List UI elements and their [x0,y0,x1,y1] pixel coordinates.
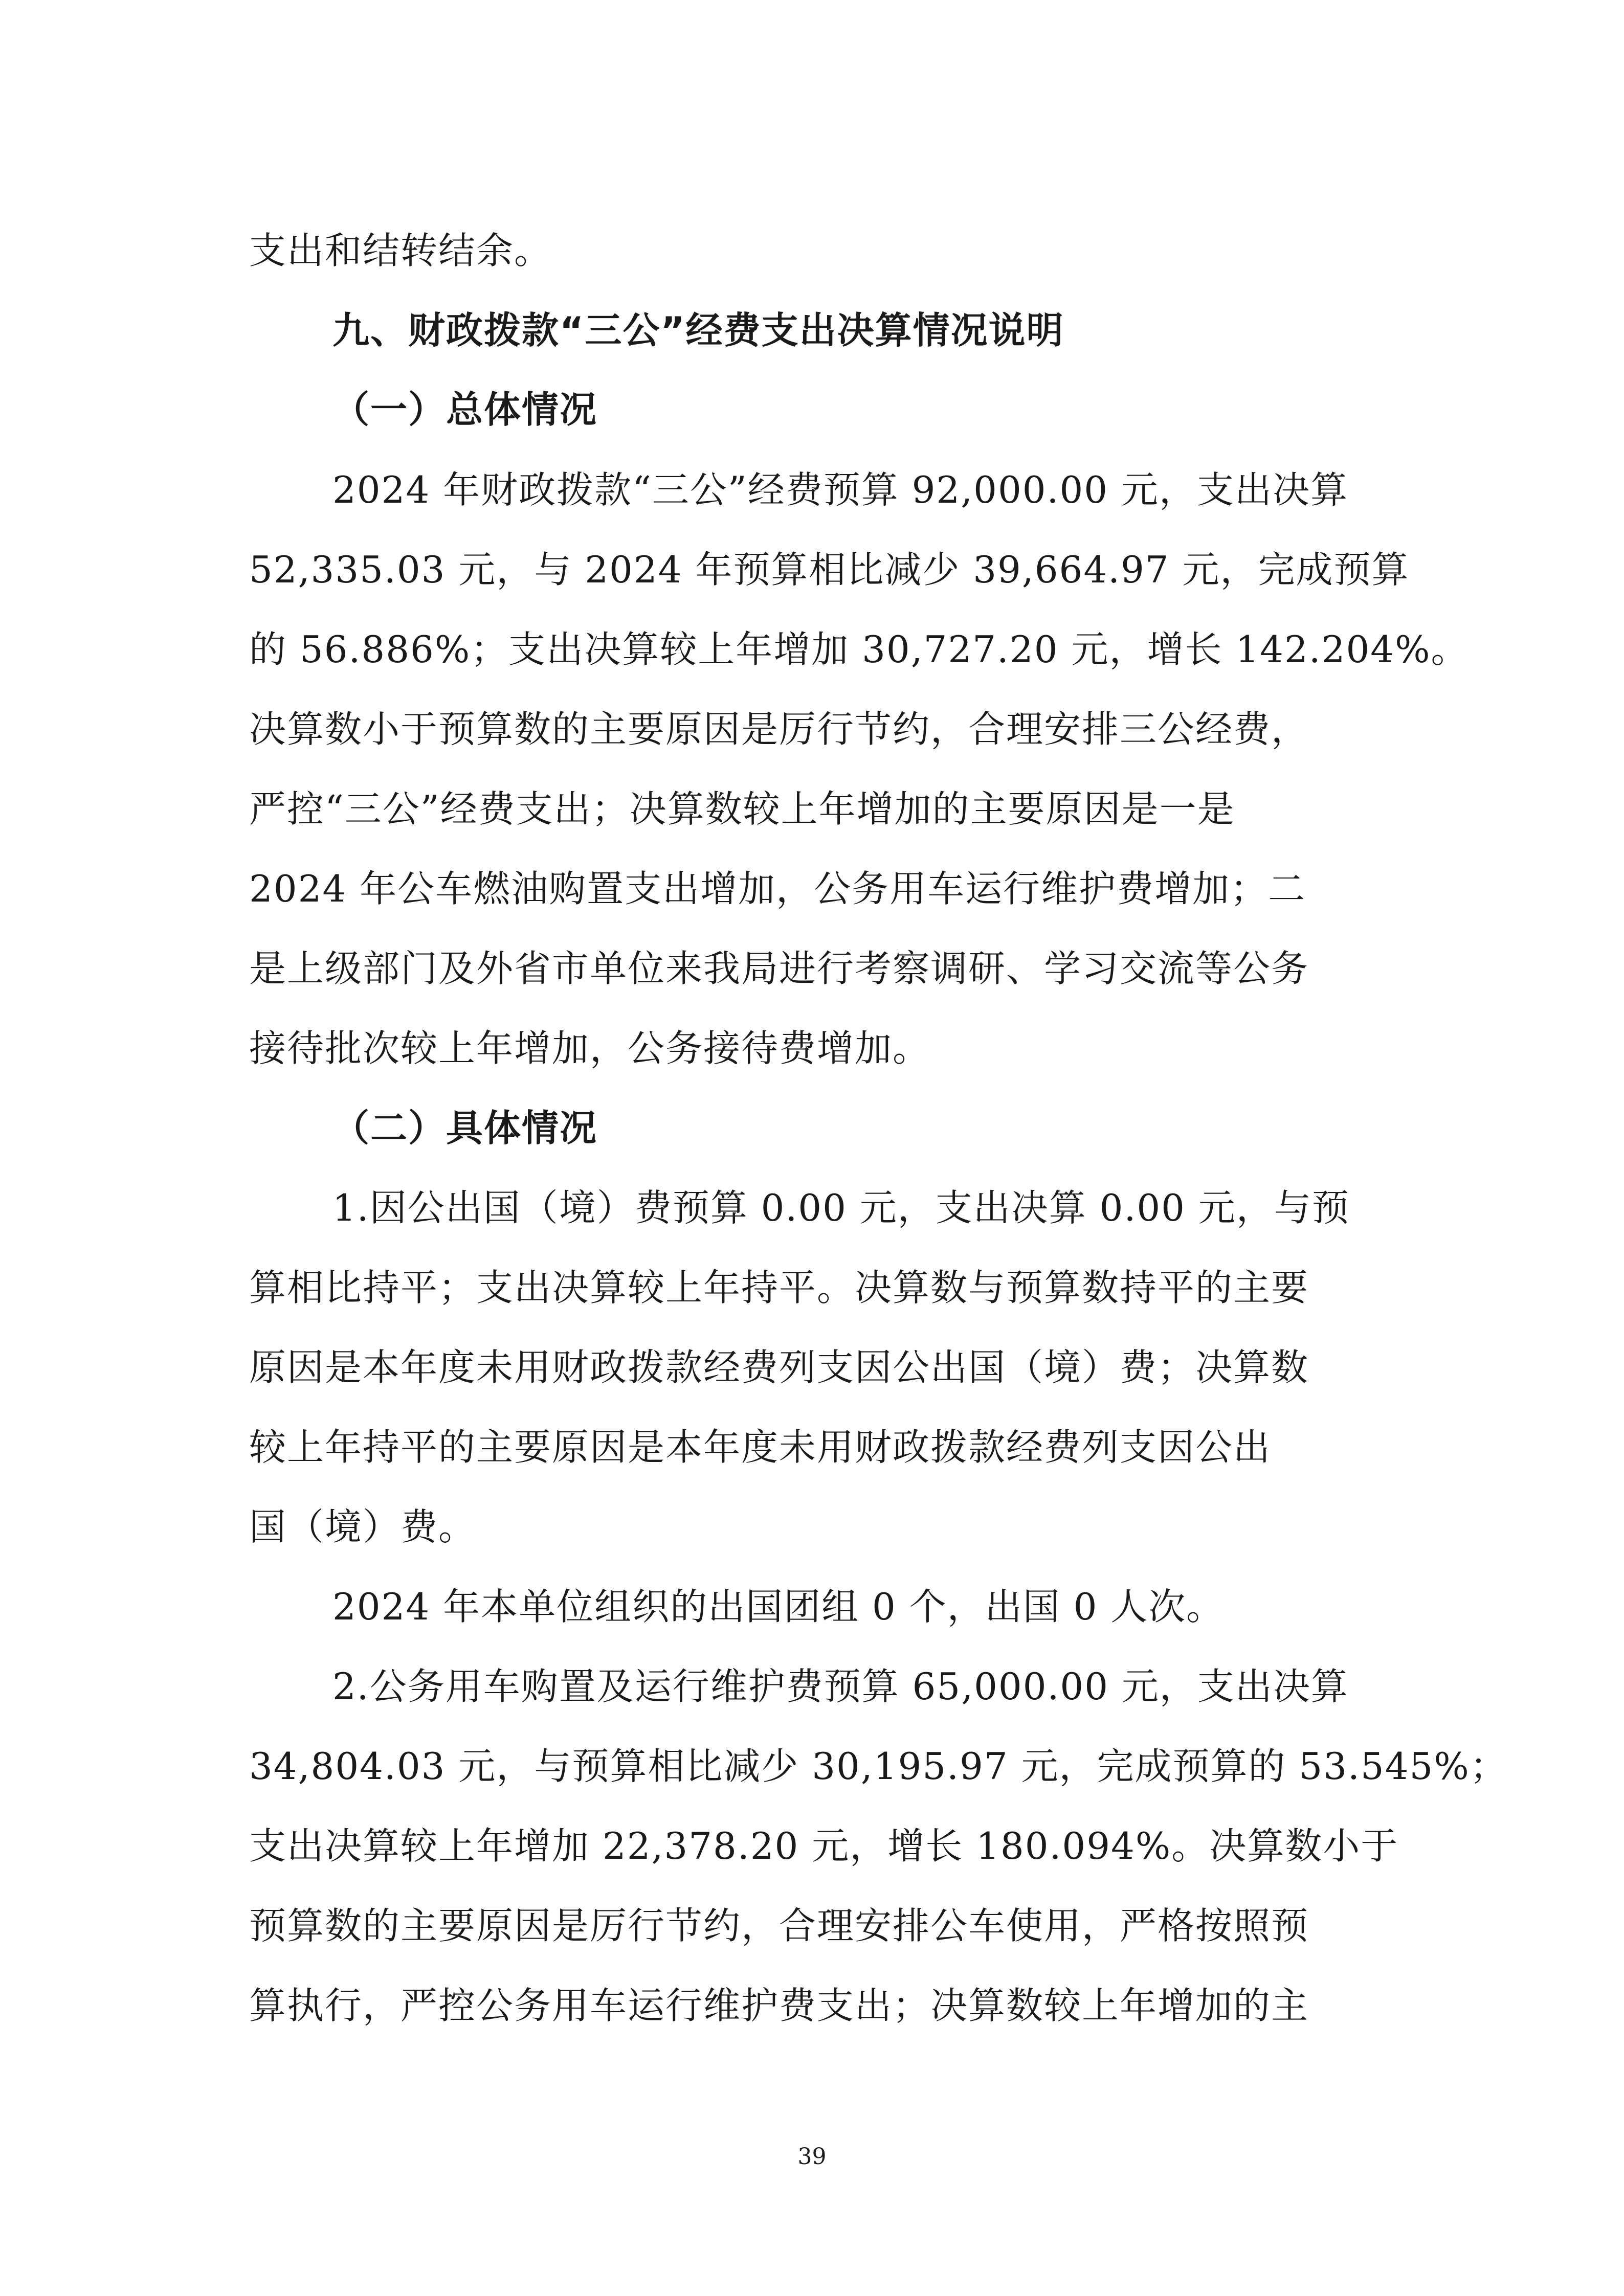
paragraph-line: 52,335.03 元，与 2024 年预算相比减少 39,664.97 元，完成预算 [249,548,1410,591]
paragraph-line: 国（境）费。 [249,1505,477,1548]
paragraph-line: 2024 年公车燃油购置支出增加，公务用车运行维护费增加；二 [249,867,1306,910]
paragraph-line: 34,804.03 元，与预算相比减少 30,195.97 元，完成预算的 53.545%； [249,1745,1508,1788]
paragraph-line: 接待批次较上年增加，公务接待费增加。 [249,1027,931,1070]
page-number: 39 [797,2144,827,2170]
subsection-heading-overall: （一）总体情况 [332,388,598,431]
paragraph-continuation: 支出和结转结余。 [249,229,552,272]
paragraph-line: 算执行，严控公务用车运行维护费支出；决算数较上年增加的主 [249,1984,1309,2027]
paragraph-line: 决算数小于预算数的主要原因是厉行节约，合理安排三公经费， [249,708,1309,751]
paragraph-line: 原因是本年度未用财政拨款经费列支因公出国（境）费；决算数 [249,1346,1309,1389]
paragraph-line: 较上年持平的主要原因是本年度未用财政拨款经费列支因公出 [249,1426,1272,1469]
paragraph-line: 严控“三公”经费支出；决算数较上年增加的主要原因是一是 [249,787,1235,830]
paragraph-line: 预算数的主要原因是厉行节约，合理安排公车使用，严格按照预 [249,1904,1309,1947]
paragraph-line: 的 56.886%；支出决算较上年增加 30,727.20 元，增长 142.204%。 [249,628,1469,671]
paragraph-line: 1.因公出国（境）费预算 0.00 元，支出决算 0.00 元，与预 [332,1186,1350,1229]
section-heading: 九、财政拨款“三公”经费支出决算情况说明 [332,309,1064,352]
paragraph-line: 2024 年财政拨款“三公”经费预算 92,000.00 元，支出决算 [332,468,1348,511]
paragraph-line: 支出决算较上年增加 22,378.20 元，增长 180.094%。决算数小于 [249,1825,1399,1867]
paragraph-line: 2024 年本单位组织的出国团组 0 个，出国 0 人次。 [332,1585,1225,1628]
paragraph-line: 是上级部门及外省市单位来我局进行考察调研、学习交流等公务 [249,947,1309,990]
paragraph-line: 2.公务用车购置及运行维护费预算 65,000.00 元，支出决算 [332,1665,1349,1708]
paragraph-line: 算相比持平；支出决算较上年持平。决算数与预算数持平的主要 [249,1266,1309,1309]
subsection-heading-detail: （二）具体情况 [332,1107,598,1150]
